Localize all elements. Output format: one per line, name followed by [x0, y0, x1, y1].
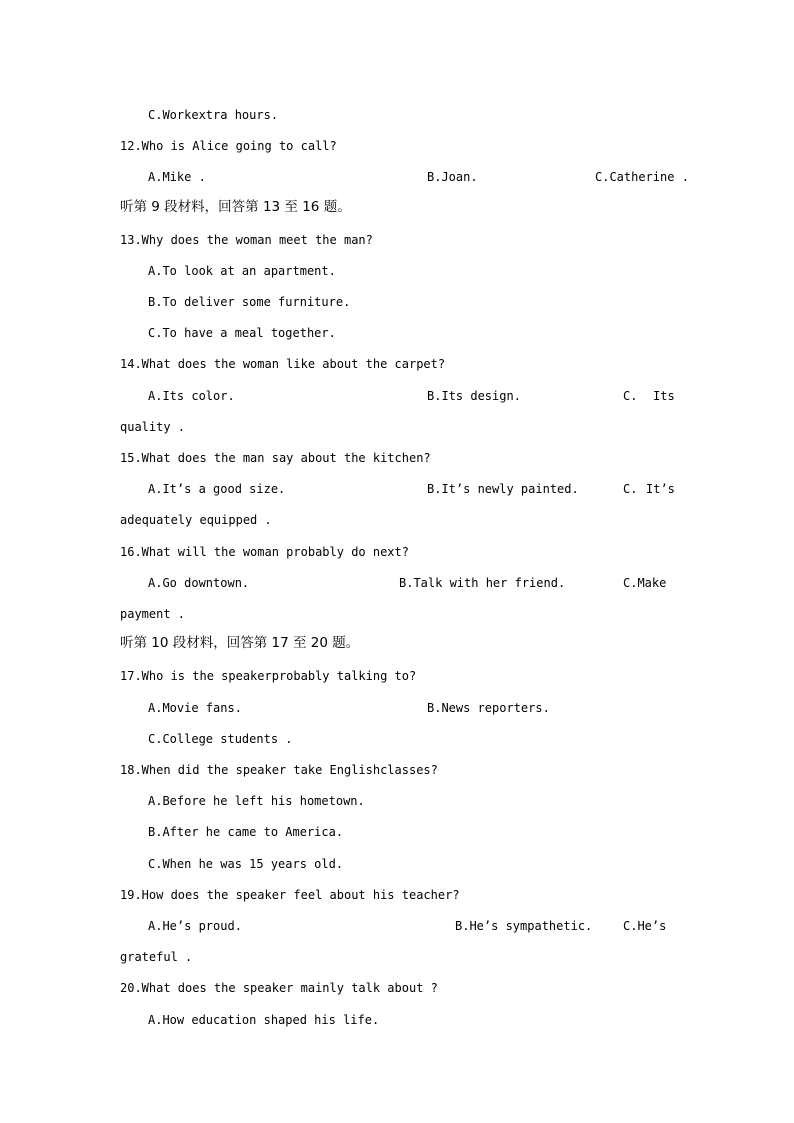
q13-option-c: C.To have a meal together.: [148, 326, 336, 340]
q17-option-b: B.News reporters.: [427, 701, 550, 715]
q17-option-c: C.College students .: [148, 732, 293, 746]
q16-option-c: C.Make: [623, 576, 667, 590]
q15-option-c-label: C.: [623, 482, 638, 496]
q15-option-b: B.It’s newly painted.: [427, 482, 579, 496]
q16-option-b: B.Talk with her friend.: [399, 576, 566, 590]
q12-option-a: A.Mike .: [148, 170, 206, 184]
q18-option-a: A.Before he left his hometown.: [148, 794, 365, 808]
q20-stem: 20.What does the speaker mainly talk about ?: [120, 981, 438, 995]
q13-option-b: B.To deliver some furniture.: [148, 295, 351, 309]
q14-option-b: B.Its design.: [427, 389, 521, 403]
q11-option-c: C.Workextra hours.: [148, 108, 279, 122]
q17-option-a: A.Movie fans.: [148, 701, 242, 715]
q12-option-b: B.Joan.: [427, 170, 478, 184]
q12-option-c: C.Catherine .: [595, 170, 689, 184]
q18-stem: 18.When did the speaker take Englishclasses?: [120, 763, 438, 777]
q15-option-a: A.It’s a good size.: [148, 482, 286, 496]
q14-option-c-label: C.: [623, 389, 638, 403]
q15-stem: 15.What does the man say about the kitchen?: [120, 451, 431, 465]
q19-option-a: A.He’s proud.: [148, 919, 242, 933]
q16-option-c-continued: payment .: [120, 607, 186, 621]
q14-option-a: A.Its color.: [148, 389, 235, 403]
q19-option-b: B.He’s sympathetic.: [455, 919, 593, 933]
q13-stem: 13.Why does the woman meet the man?: [120, 233, 373, 247]
section-10-heading: 听第 10 段材料，回答第 17 至 20 题。: [120, 635, 360, 651]
q18-option-c: C.When he was 15 years old.: [148, 857, 344, 871]
q20-option-a: A.How education shaped his life.: [148, 1013, 380, 1027]
q14-stem: 14.What does the woman like about the carpet?: [120, 357, 446, 371]
q14-option-c-text: Its: [653, 389, 675, 403]
q17-stem: 17.Who is the speakerprobably talking to?: [120, 669, 417, 683]
q14-option-c-continued: quality .: [120, 420, 186, 434]
q16-option-a: A.Go downtown.: [148, 576, 250, 590]
section-9-heading: 听第 9 段材料，回答第 13 至 16 题。: [120, 199, 351, 215]
q19-stem: 19.How does the speaker feel about his teacher?: [120, 888, 460, 902]
q19-option-c-continued: grateful .: [120, 950, 193, 964]
q15-option-c-text: It’s: [646, 482, 675, 496]
q12-stem: 12.Who is Alice going to call?: [120, 139, 337, 153]
q15-option-c-continued: adequately equipped .: [120, 513, 272, 527]
q16-stem: 16.What will the woman probably do next?: [120, 545, 409, 559]
q18-option-b: B.After he came to America.: [148, 825, 344, 839]
q13-option-a: A.To look at an apartment.: [148, 264, 336, 278]
q19-option-c: C.He’s: [623, 919, 667, 933]
